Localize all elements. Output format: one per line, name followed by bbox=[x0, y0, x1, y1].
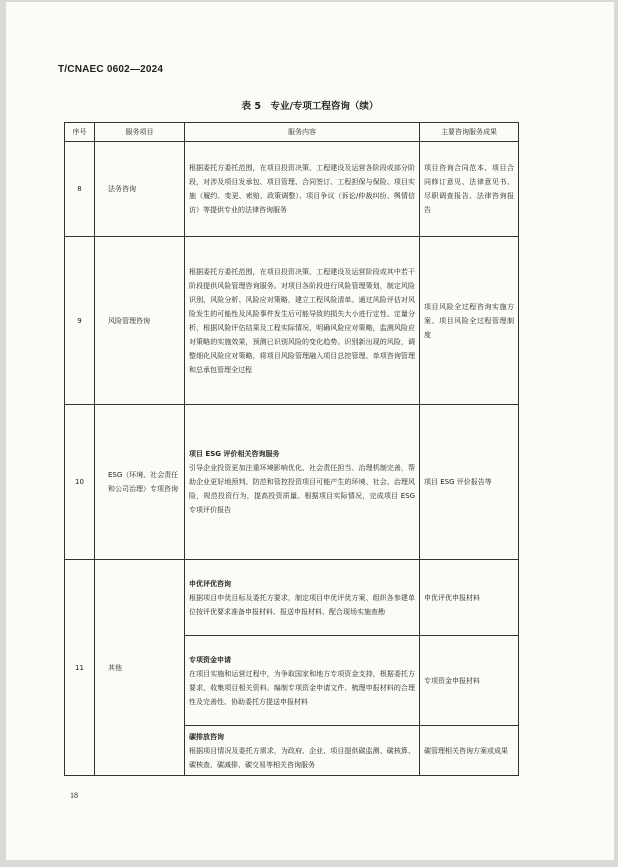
row-content: 根据委托方委托范围，在项目投资决策、工程建设及运营各阶段或部分阶段，对涉及项目发承包、项目管理、合同签订、工程担保与保险、项目实施（履约、变更、索赔、政策调整）、项目争议（诉讼/仲裁纠纷、舆情信访）等提供专业的法律咨询服务 bbox=[185, 142, 420, 237]
row-item: 其他 bbox=[95, 560, 185, 776]
row-no: 9 bbox=[65, 237, 95, 405]
sub-title: 碳排放咨询 bbox=[189, 732, 224, 741]
sub-title: 专项资金申请 bbox=[189, 655, 231, 664]
row-result: 项目咨询合同范本、项目合同修订意见、法律意见书、尽职调查报告、法律咨询报告 bbox=[420, 142, 519, 237]
row-content: 根据委托方委托范围，在项目投资决策、工程建设及运营阶段或其中若干阶段提供风险管理咨询服务。对项目各阶段进行风险管理策划，制定风险识别、风险分析、风险应对策略，建立工程风险清单。通过风险评估对风险发生的可能性及风险事件发生后可能导致的损失大小进行定性、定量分析，根据风险评估结果及工程实际情况，明确风险应对策略，监测风险应对策略的实施效果，预测已识别风险的变化趋势。识别新出现的风险，调整细化风险应对策略，将项目风险管理融入项目总控管理、单项咨询管理和总承包管理全过程 bbox=[185, 237, 420, 405]
table-row bbox=[65, 405, 519, 560]
row-content-cell bbox=[185, 405, 420, 560]
sub-content-cell bbox=[185, 560, 420, 636]
sub-content: 根据项目情况及委托方需求，为政府、企业、项目提供碳监测、碳核算、碳核查、碳减排、碳交易等相关咨询服务 bbox=[189, 746, 415, 769]
sub-content: 根据项目申优目标及委托方要求，制定项目申优评优方案、组织各参建单位按评优要求准备申报材料、报送申报材料、配合现场实施查勘 bbox=[189, 593, 415, 616]
sub-result: 碳管理相关咨询方案或成果 bbox=[420, 726, 519, 776]
row-no: 10 bbox=[65, 405, 95, 560]
table-title: 表 5 专业/专项工程咨询（续） bbox=[241, 101, 379, 112]
table-row bbox=[65, 142, 519, 237]
row-content: 引导企业投资更加注重环境影响优化、社会责任担当、治理机制完善，帮助企业更好地预判、防范和管控投资项目可能产生的环境、社会、治理风险，规范投资行为，提高投资质量。根据项目实际情况，完成项目 ESG 专项评价报告 bbox=[189, 464, 415, 514]
row-content-title: 项目 ESG 评价相关咨询服务 bbox=[189, 450, 280, 458]
row-item: 风险管理咨询 bbox=[95, 237, 185, 405]
row-no: 11 bbox=[65, 560, 95, 776]
row-result: 项目 ESG 评价报告等 bbox=[420, 405, 519, 560]
sub-result: 专项资金申报材料 bbox=[420, 636, 519, 726]
table-header-row bbox=[65, 123, 519, 142]
sub-content-cell bbox=[185, 636, 420, 726]
standard-code: T/CNAEC 0602—2024 bbox=[58, 64, 164, 75]
page-number: 18 bbox=[70, 791, 78, 800]
sub-result: 申优评优申报材料 bbox=[420, 560, 519, 636]
col-header-content: 服务内容 bbox=[185, 123, 420, 142]
row-item: ESG（环境、社会责任和公司治理）专项咨询 bbox=[95, 405, 185, 560]
sub-content: 在项目实施和运营过程中，为争取国家和地方专项资金支持，根据委托方要求，收集项目相关资料、编制专项资金申请文件、梳理申报材料的合理性及完善性、协助委托方提送申报材料 bbox=[189, 669, 415, 706]
document-page bbox=[6, 2, 614, 860]
row-result: 项目风险全过程咨询实施方案、项目风险全过程管理制度 bbox=[420, 237, 519, 405]
row-no: 8 bbox=[65, 142, 95, 237]
col-header-item: 服务项目 bbox=[95, 123, 185, 142]
table-row bbox=[65, 560, 519, 636]
service-table bbox=[64, 122, 519, 776]
table-row bbox=[65, 237, 519, 405]
col-header-result: 主要咨询服务成果 bbox=[420, 123, 519, 142]
sub-content-cell bbox=[185, 726, 420, 776]
col-header-no: 序号 bbox=[65, 123, 95, 142]
row-item: 法务咨询 bbox=[95, 142, 185, 237]
sub-title: 申优评优咨询 bbox=[189, 579, 231, 588]
